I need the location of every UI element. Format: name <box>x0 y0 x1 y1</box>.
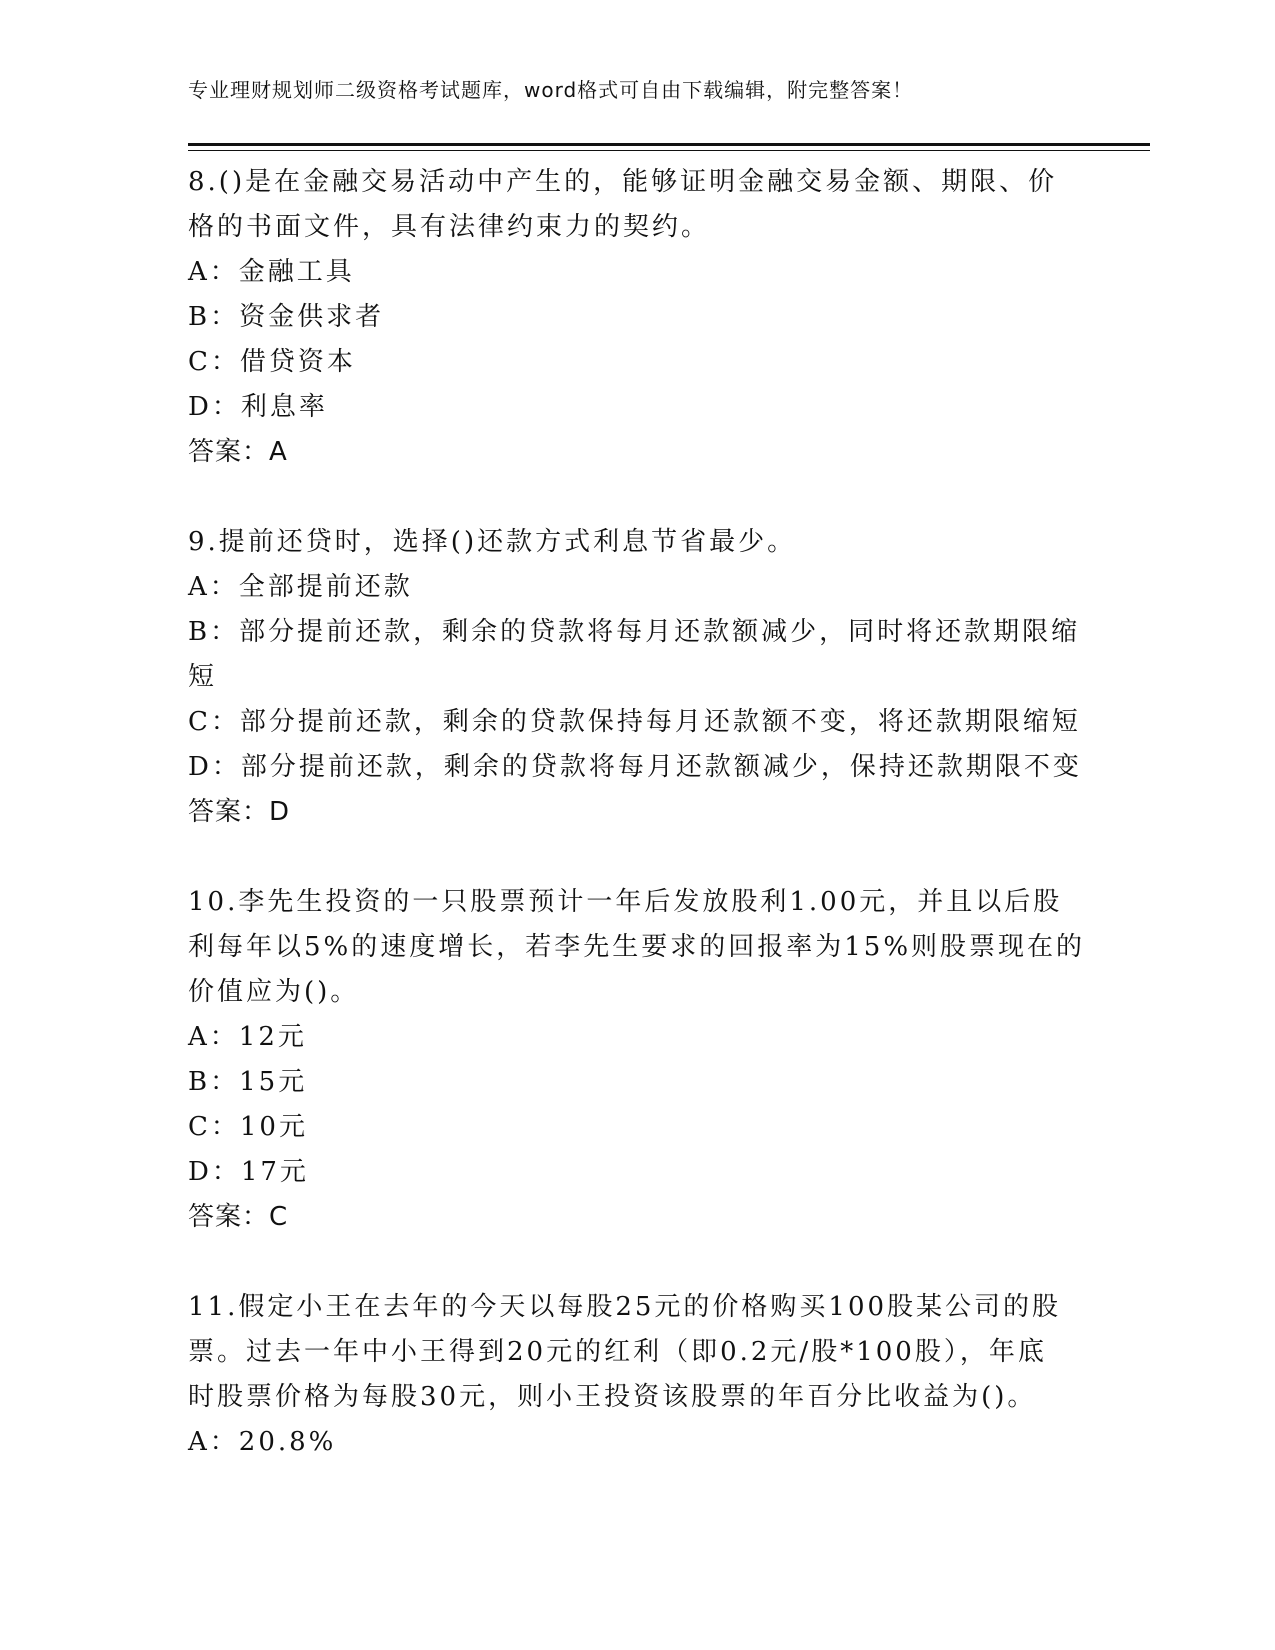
option-c: C：部分提前还款，剩余的贷款保持每月还款额不变，将还款期限缩短 <box>188 707 1081 737</box>
question-9 <box>188 520 1088 835</box>
question-list <box>188 160 1088 1465</box>
question-10 <box>188 880 1088 1240</box>
document-header: 专业理财规划师二级资格考试题库，word格式可自由下载编辑，附完整答案！ <box>188 78 914 102</box>
answer-line: 答案：C <box>188 1202 289 1232</box>
option-d: D：部分提前还款，剩余的贷款将每月还款额减少，保持还款期限不变 <box>188 752 1082 782</box>
header-rule-thick <box>188 143 1150 146</box>
answer-line: 答案：A <box>188 437 288 467</box>
question-stem-line: 利每年以5%的速度增长，若李先生要求的回报率为15%则股票现在的 <box>188 932 1086 962</box>
question-stem-line: 10.李先生投资的一只股票预计一年后发放股利1.00元，并且以后股 <box>188 887 1063 917</box>
answer-line: 答案：D <box>188 797 291 827</box>
option-b: B：部分提前还款，剩余的贷款将每月还款额减少，同时将还款期限缩 <box>188 617 1081 647</box>
spacer <box>188 1240 1088 1285</box>
option-c: C：借贷资本 <box>188 347 356 377</box>
question-stem-line: 格的书面文件，具有法律约束力的契约。 <box>188 212 711 242</box>
header-rule-thin <box>188 150 1150 151</box>
option-b-continued: 短 <box>188 662 218 692</box>
spacer <box>188 835 1088 880</box>
question-stem-line: 时股票价格为每股30元，则小王投资该股票的年百分比收益为()。 <box>188 1382 1037 1412</box>
question-stem-line: 8.()是在金融交易活动中产生的，能够证明金融交易金额、期限、价 <box>188 167 1058 197</box>
option-a: A：金融工具 <box>188 257 355 287</box>
option-c: C：10元 <box>188 1112 308 1142</box>
option-d: D：利息率 <box>188 392 328 422</box>
question-11 <box>188 1285 1088 1465</box>
option-a: A：全部提前还款 <box>188 572 413 602</box>
question-stem-line: 票。过去一年中小王得到20元的红利（即0.2元/股*100股），年底 <box>188 1337 1047 1367</box>
option-a: A：12元 <box>188 1022 307 1052</box>
question-stem-line: 11.假定小王在去年的今天以每股25元的价格购买100股某公司的股 <box>188 1292 1062 1322</box>
question-stem-line: 价值应为()。 <box>188 977 360 1007</box>
option-a: A：20.8% <box>188 1427 337 1457</box>
option-d: D：17元 <box>188 1157 309 1187</box>
question-stem-line: 9.提前还贷时，选择()还款方式利息节省最少。 <box>188 527 797 557</box>
spacer <box>188 475 1088 520</box>
option-b: B：15元 <box>188 1067 308 1097</box>
question-8 <box>188 160 1088 475</box>
option-b: B：资金供求者 <box>188 302 385 332</box>
